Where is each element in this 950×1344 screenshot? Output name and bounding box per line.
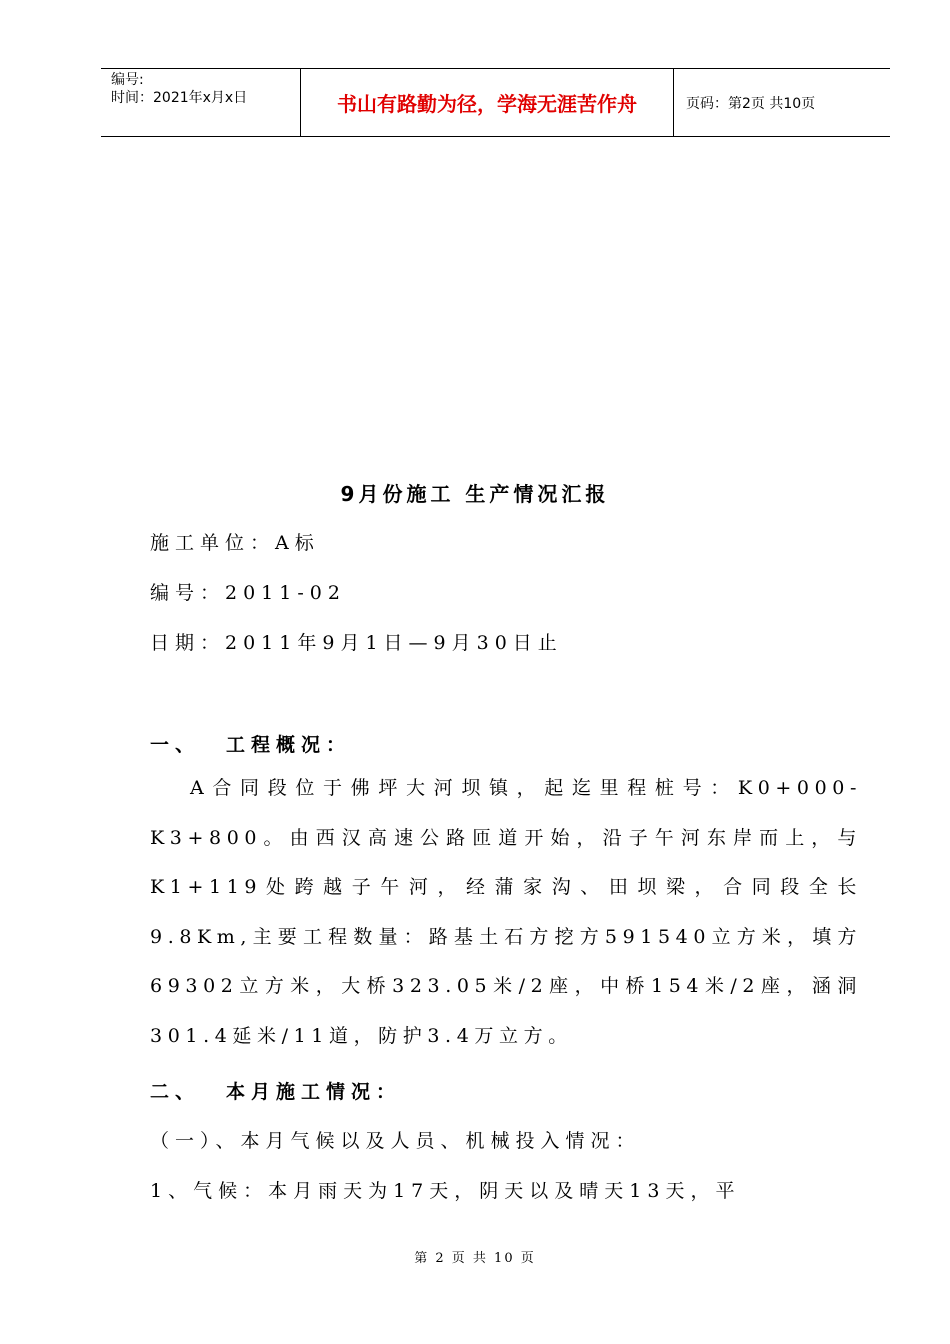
section-1-number: 一、	[150, 734, 201, 756]
section-2-title: 本月施工情况：	[226, 1081, 402, 1103]
time-label: 时间：2021年x月x日	[111, 90, 248, 106]
page-footer: 第 2 页 共 10 页	[414, 1251, 536, 1266]
header-left-cell	[101, 69, 301, 136]
document-code: 编号：2011-02	[150, 582, 346, 604]
header-motto: 书山有路勤为径，学海无涯苦作舟	[301, 69, 674, 136]
project-overview-paragraph: A合同段位于佛坪大河坝镇，起迄里程桩号：K0+000-K3+800。由西汉高速公路匝道开始，沿子午河东岸而上，与K1+119处跨越子午河，经蒲家沟、田坝梁，合同段全长9.8Km,主要工程数量：路基土石方挖方591540立方米，填方69302立方米，大桥323.05米/2座，中桥154米/2座，涵洞301.4延米/11道，防护3.4万立方。	[150, 777, 862, 1047]
serial-label: 编号:	[111, 72, 144, 88]
subsection-1-heading: （一）、本月气候以及人员、机械投入情况：	[150, 1130, 641, 1152]
section-1-title: 工程概况：	[226, 734, 352, 756]
item-1-weather: 1、气候：本月雨天为17天，阴天以及晴天13天，平	[150, 1180, 741, 1202]
document-title: 9月份施工 生产情况汇报	[340, 482, 610, 506]
section-2-heading	[150, 1077, 401, 1104]
construction-unit: 施工单位：A标	[150, 532, 320, 554]
section-2-number: 二、	[150, 1081, 201, 1103]
page-header	[101, 68, 890, 137]
section-1-heading	[150, 730, 351, 757]
report-date: 日期：2011年9月1日—9月30日止	[150, 632, 563, 654]
header-page-info: 页码：第2页 共10页	[686, 95, 816, 112]
